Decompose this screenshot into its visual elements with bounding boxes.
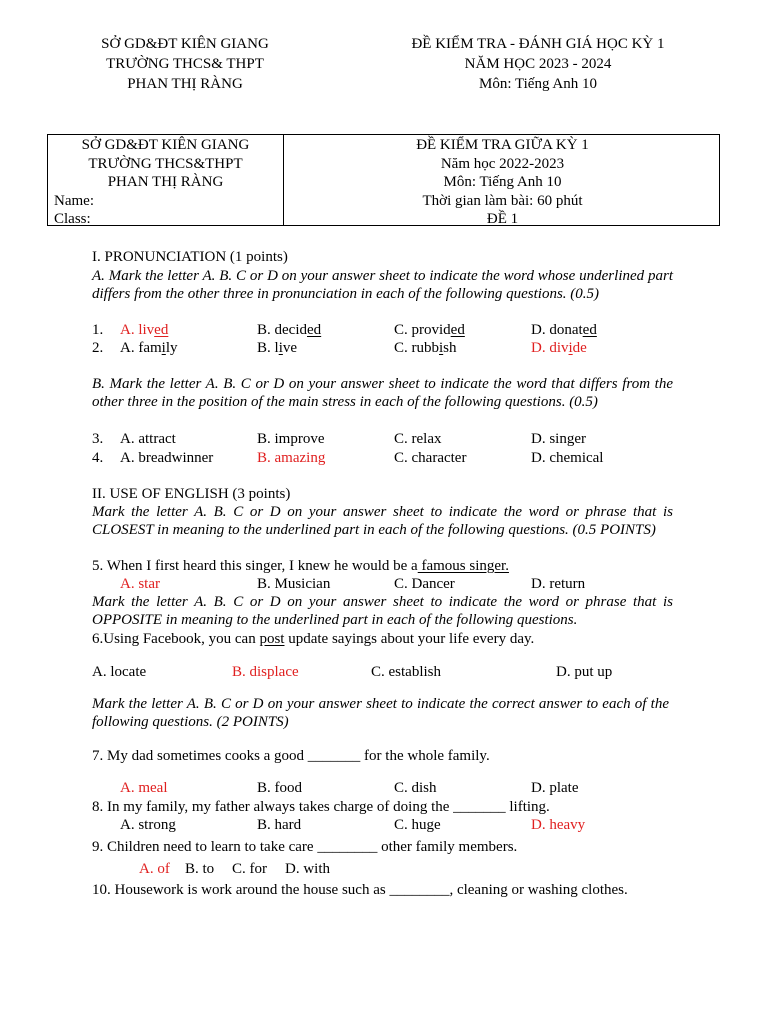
q3-option-b: B. improve: [257, 431, 325, 447]
box-school-name: PHAN THỊ RÀNG: [107, 174, 224, 190]
box-dept: SỞ GD&ĐT KIÊN GIANG: [81, 137, 250, 153]
q4-option-d: D. chemical: [531, 450, 604, 466]
question-6: 6.Using Facebook, you can post update sayings about your life every day.: [92, 631, 535, 647]
section-1b-instruction: B. Mark the letter A. B. C or D on your answer sheet to indicate the word that differs from the other three in the position of the main stress in each of the following questions. (0.5): [92, 376, 673, 411]
q8-option-c: C. huge: [394, 817, 441, 833]
opposite-instruction: Mark the letter A. B. C or D on your answer sheet to indicate the word or phrase that is OPPOSITE in meaning to the underlined part in each of the following questions.: [92, 594, 673, 629]
name-label: Name:: [54, 192, 94, 209]
q4-option-c: C. character: [394, 450, 467, 466]
header-exam-title: ĐỀ KIỂM TRA - ĐÁNH GIÁ HỌC KỲ 1: [411, 36, 665, 52]
q5-option-d: D. return: [531, 576, 586, 592]
q7-option-a: A. meal: [120, 780, 168, 796]
q7-option-d: D. plate: [531, 780, 579, 796]
header-school-name: PHAN THỊ RÀNG: [127, 76, 243, 92]
q2-option-a: A. family: [120, 340, 178, 356]
q6-option-b: B. displace: [232, 664, 299, 680]
q1-option-d: D. donated: [531, 322, 597, 338]
q5-option-b: B. Musician: [257, 576, 331, 592]
exam-info-box: [47, 134, 720, 226]
class-label: Class:: [54, 211, 91, 227]
question-7: 7. My dad sometimes cooks a good _______ for the whole family.: [92, 748, 490, 764]
q8-option-a: A. strong: [120, 817, 176, 833]
q6-option-c: C. establish: [371, 664, 441, 680]
section-2-title: II. USE OF ENGLISH (3 points): [92, 486, 291, 502]
q4-option-b: B. amazing: [257, 450, 326, 466]
q9-option-c: C. for: [232, 861, 267, 877]
q9-option-b: B. to: [185, 861, 215, 877]
section-1a-instruction: A. Mark the letter A. B. C or D on your answer sheet to indicate the word whose underlined part differs from the other three in pronunciation in each of the following questions. (0.5): [92, 268, 673, 303]
q7-option-c: C. dish: [394, 780, 437, 796]
q1-option-b: B. decided: [257, 322, 322, 338]
q2-option-d: D. divide: [531, 340, 587, 356]
correct-answer-instruction: Mark the letter A. B. C or D on your answer sheet to indicate the correct answer to each of the following questions. (2 POINTS): [92, 696, 669, 731]
q6-option-a: A. locate: [92, 664, 147, 680]
box-duration: Thời gian làm bài: 60 phút: [422, 192, 583, 209]
question-10: 10. Housework is work around the house such as ________, cleaning or washing clothes.: [92, 882, 628, 898]
header-right: [388, 34, 688, 94]
header-left: [80, 34, 290, 94]
q5-option-a: A. star: [120, 576, 160, 592]
q3-option-a: A. attract: [120, 431, 176, 447]
header-subject: Môn: Tiếng Anh 10: [479, 76, 597, 92]
box-subject: Môn: Tiếng Anh 10: [443, 174, 562, 190]
box-school: TRƯỜNG THCS&THPT: [88, 155, 243, 172]
q2-option-b: B. live: [257, 340, 298, 356]
q4-option-a: A. breadwinner: [120, 450, 214, 466]
section-1-title: I. PRONUNCIATION (1 points): [92, 249, 288, 265]
header-school: TRƯỜNG THCS& THPT: [106, 56, 264, 72]
header-dept: SỞ GD&ĐT KIÊN GIANG: [101, 36, 269, 52]
q8-option-b: B. hard: [257, 817, 302, 833]
question-8: 8. In my family, my father always takes charge of doing the _______ lifting.: [92, 799, 550, 815]
header-school-year: NĂM HỌC 2023 - 2024: [464, 56, 612, 72]
q6-option-d: D. put up: [556, 664, 613, 680]
q5-option-c: C. Dancer: [394, 576, 455, 592]
q1-option-a: A. lived: [120, 322, 169, 338]
q7-option-b: B. food: [257, 780, 302, 796]
question-5: 5. When I first heard this singer, I knew he would be a famous singer.: [92, 558, 509, 574]
q3-option-d: D. singer: [531, 431, 586, 447]
q9-option-d: D. with: [285, 861, 330, 877]
box-exam-title: ĐỀ KIỂM TRA GIỮA KỲ 1: [416, 137, 589, 153]
question-9: 9. Children need to learn to take care ________ other family members.: [92, 839, 518, 855]
box-school-year: Năm học 2022-2023: [440, 155, 565, 172]
q1-option-c: C. provided: [394, 322, 465, 338]
box-exam-code: ĐỀ 1: [486, 211, 519, 227]
q3-option-c: C. relax: [394, 431, 442, 447]
q9-option-a: A. of: [139, 861, 170, 877]
q8-option-d: D. heavy: [531, 817, 586, 833]
q2-option-c: C. rubbish: [394, 340, 457, 356]
closest-instruction: Mark the letter A. B. C or D on your answer sheet to indicate the word or phrase that is CLOSEST in meaning to the underlined part in each of the following questions. (0.5 POINTS): [92, 504, 673, 539]
